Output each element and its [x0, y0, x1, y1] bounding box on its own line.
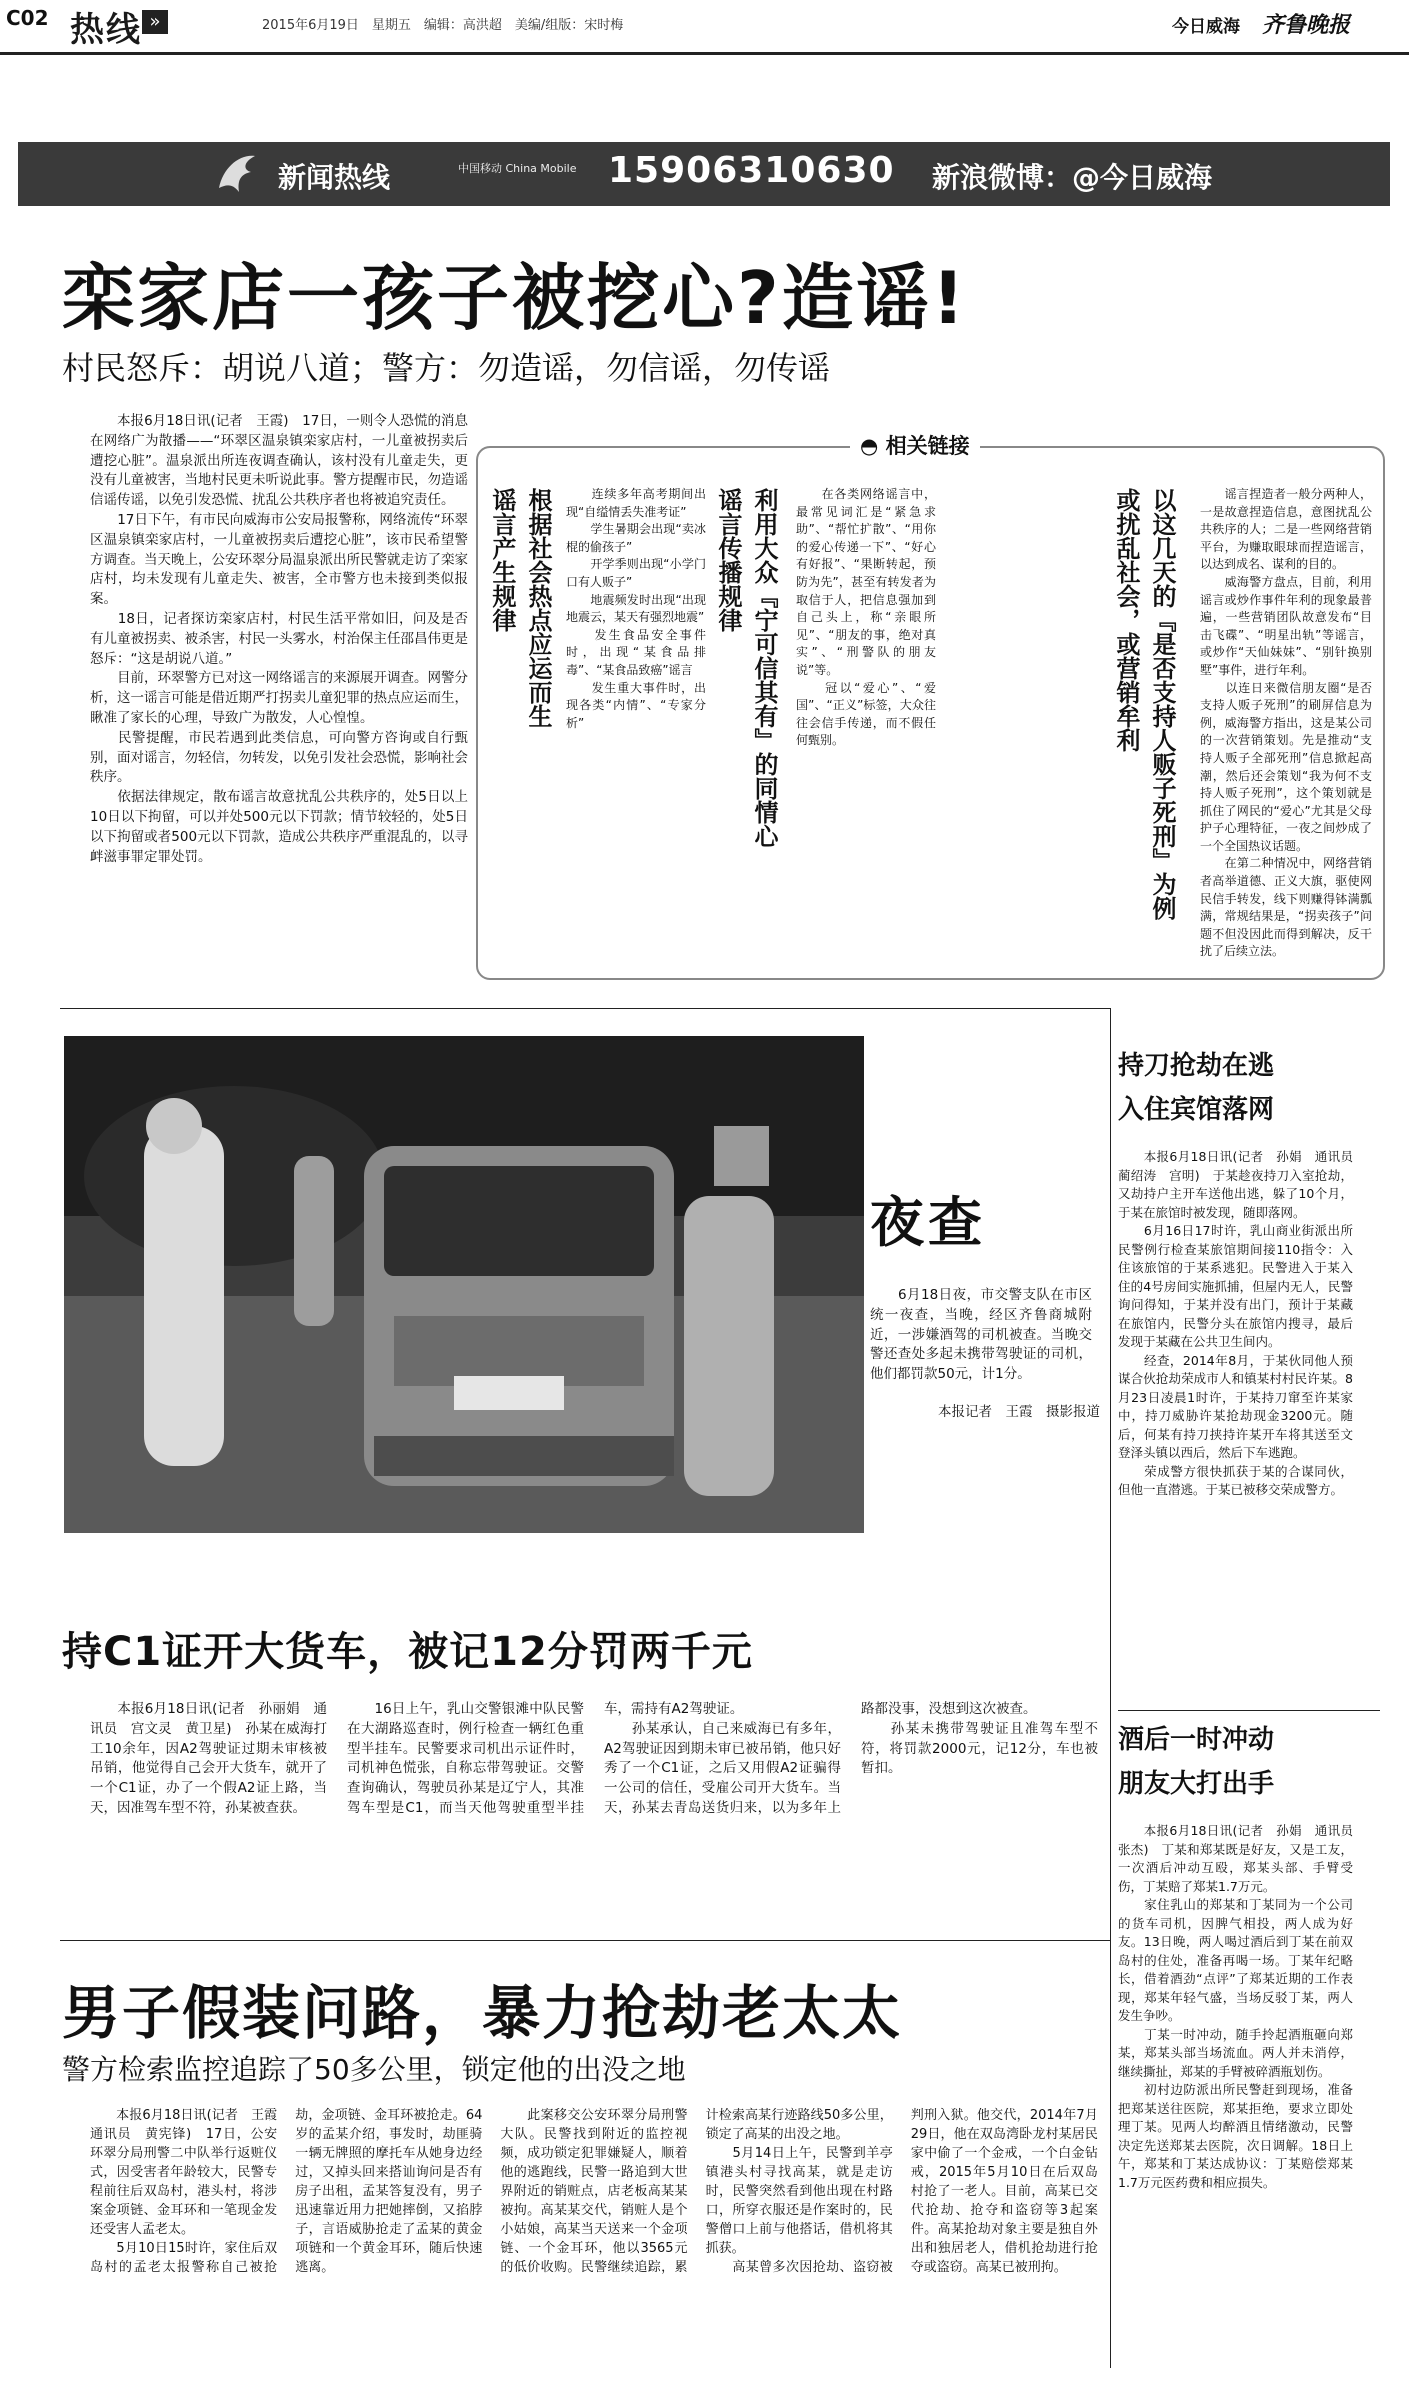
- story1-headline: 栾家店一孩子被挖心?造谣!: [62, 256, 968, 340]
- masthead-rule: [0, 52, 1409, 55]
- side-divider: [1118, 1710, 1380, 1711]
- related-title3b: 谣言产生规律: [488, 488, 516, 632]
- page-number: C02: [6, 6, 49, 30]
- story1-body: 本报6月18日讯(记者 王霞) 17日，一则令人恐慌的消息在网络广为散播——“环翠区温泉镇栾家店村，一儿童被拐卖后遭挖心脏”。温泉派出所连夜调查确认，该村没有儿童走失，更没有儿童被害，当地村民更未听说此事。警方提醒市民，勿造谣信谣传谣，以免引发恐慌、扰乱公共秩序者也将被追究责任。 17日下午，有市民向威海市公安局报警称，网络流传“环翠区温泉镇栾家店村，一儿童被拐卖后遭挖心脏”，该市民希望警方调查。当天晚上，公安环翠分局温泉派出所民警就走访了栾家店村，均未发现有儿童走失、被害，全市警方也未接到类似报案。 18日，记者探访栾家店村，村民生活平常如旧，问及是否有儿童被拐卖、被杀害，村民一头雾水，村治保主任邵昌伟更是怒斥：“这是胡说八道。” 目前，环翠警方已对这一网络谣言的来源展开调查。网警分析，这一谣言可能是借近期严打拐卖儿童犯罪的热点应运而生，瞅准了家长的心理，导致广为散发，人心惶惶。 民警提醒，市民若遇到此类信息，可向警方咨询或自行甄别，面对谣言，勿轻信，勿转发，以免引发社会恐慌，影响社会秩序。 依据法律规定，散布谣言故意扰乱公共秩序的，处5日以上10日以下拘留，可以并处500元以下罚款；情节较轻的，处5日以下拘留或者500元以下罚款，造成公共秩序严重混乱的，以寻衅滋事罪定罪处罚。: [90, 413, 468, 865]
- photo-credit: 本报记者 王霞 摄影报道: [938, 1404, 1100, 1420]
- related-title2b: 谣言传播规律: [714, 488, 742, 632]
- related-title1b: 或扰乱社会，或营销牟利: [1112, 488, 1140, 752]
- related-title3: 根据社会热点应运而生: [524, 488, 552, 728]
- side2-headline: 酒后一时冲动 朋友大打出手: [1118, 1725, 1275, 1799]
- hotline-phone: 15906310630: [608, 150, 895, 191]
- story3-subhead: 警方检索监控追踪了50多公里，锁定他的出没之地: [62, 2053, 686, 2086]
- photo-caption: 6月18日夜，市交警支队在市区统一夜查，当晚，经区齐鲁商城附近，一涉嫌酒驾的司机被查。当晚交警还查处多起未携带驾驶证的司机，他们都罚款50元，计1分。: [870, 1287, 1092, 1383]
- related-link-icon: ◓: [860, 434, 879, 458]
- related-title1: 以这几天的『是否支持人贩子死刑』为例: [1148, 488, 1176, 920]
- date-line: 2015年6月19日 星期五 编辑：高洪超 美编/组版：宋时梅: [262, 18, 624, 33]
- side-column-rule: [1110, 1008, 1111, 2368]
- related-col3: 连续多年高考期间出现“自缢情丢失准考证” 学生暑期会出现“卖冰棍的偷孩子” 开学季则出现“小学门口有人贩子” 地震频发时出现“出现地震云，某天有强烈地震” 发生食品安全事件时，出现“某食品排毒”、“某食品致癌”谣言 发生重大事件时，出现各类“内情”、“专家分析”: [566, 487, 706, 730]
- weibo-handle: 新浪微博：@今日威海: [932, 161, 1213, 194]
- night-check-photo: [64, 1036, 864, 1533]
- side1-body: 本报6月18日讯(记者 孙娟 通讯员 蔺绍涛 宫明) 于某趁夜持刀入室抢劫，又劫持户主开车送他出逃，躲了10个月，于某在旅馆时被发现，随即落网。 6月16日17时许，乳山商业街派出所民警例行检查某旅馆期间接110指令：入住该旅馆的于某系逃犯。民警进入于某入住的4号房间实施抓捕，但屋内无人，民警询问得知，于某并没有出门，预计于某藏在旅馆内，民警分头在旅馆内搜寻，最后发现于某藏在公共卫生间内。 经查，2014年8月，于某伙同他人预谋合伙抢劫荣成市人和镇某村村民许某。8月23日凌晨1时许，于某持刀窜至许某家中，持刀威胁许某抢劫现金3200元。随后，何某有持刀挟持许某开车将其送至文登泽头镇以西后，然后下车逃跑。 荣成警方很快抓获于某的合谋同伙，但他一直潜逃。于某已被移交荣成警方。: [1118, 1149, 1353, 1497]
- story2-headline: 持C1证开大货车，被记12分罚两千元: [62, 1629, 753, 1675]
- story3-headline: 男子假装问路，暴力抢劫老太太: [62, 1979, 903, 2047]
- side2-body: 本报6月18日讯(记者 孙娟 通讯员 张杰) 丁某和郑某既是好友，又是工友，一次酒后冲动互殴，郑某头部、手臂受伤，丁某赔了郑某1.7万元。 家住乳山的郑某和丁某同为一个公司的货车司机，因脾气相投，两人成为好友。13日晚，两人喝过酒后到丁某在前双岛村的住处，准备再喝一场。丁某年纪略长，借着酒劲“点评”了郑某近期的工作表现，郑某年轻气盛，当场反驳丁某，两人发生争吵。 丁某一时冲动，随手拎起酒瓶砸向郑某，郑某头部当场流血。两人并未消停，继续撕扯，郑某的手臂被碎酒瓶划伤。 初村边防派出所民警赶到现场，准备把郑某送往医院，郑某拒绝，要求立即处理丁某。见两人均醉酒且情绪激动，民警决定先送郑某去医院，次日调解。18日上午，郑某和丁某达成协议：丁某赔偿郑某1.7万元医药费和相应损失。: [1118, 1823, 1353, 2190]
- section-title: 热线: [70, 10, 142, 50]
- newspaper-logo: 齐鲁晚报: [1262, 12, 1351, 38]
- related-label: [850, 430, 980, 460]
- related-col2: 在各类网络谣言中，最常见词汇是“紧急求助”、“帮忙扩散”、“用你的爱心传递一下”、“好心有好报”、“果断转起，预防为先”，甚至有转发者为取信于人，把信息强加到自己头上，称“亲眼所见”、“朋友的事，绝对真实”、“刑警队的朋友说”等。 冠以“爱心”、“爱国”、“正义”标签，大众往往会信手传递，而不假任何甄别。: [796, 487, 936, 748]
- story3-body: 本报6月18日讯(记者 王霞 通讯员 黄宪锋) 17日，公安环翠分局刑警二中队举行返赃仪式，因受害者年龄较大，民警专程前往后双岛村，港头村，将涉案金项链、金耳环和一笔现金发还受害人孟老太。 5月10日15时许，家住后双岛村的孟老太报警称自己被抢劫，金项链、金耳环被抢走。64岁的孟某介绍，事发时，劫匪骑一辆无牌照的摩托车从她身边经过，又掉头回来搭讪询问是否有房子出租，孟某答复没有，男子迅速靠近用力把她摔倒，又掐脖子，言语威胁抢走了孟某的黄金项链和一个黄金耳环，随后快速逃离。 此案移交公安环翠分局刑警大队。民警找到附近的监控视频，成功锁定犯罪嫌疑人，顺着他的逃跑线，民警一路追到大世界附近的销赃点，店老板高某某被拘。高某某交代，销赃人是个小姑娘，高某当天送来一个金项链、一个金耳环，他以3565元的低价收购。民警继续追踪，累计检索高某行迹路线50多公里，锁定了高某的出没之地。 5月14日上午，民警到羊亭镇港头村寻找高某，就是走访时，民警突然看到他出现在村路口，所穿衣服还是作案时的，民警僧口上前与他搭话，借机将其抓获。 高某曾多次因抢劫、盗窃被判刑入狱。他交代，2014年7月29日，他在双岛湾卧龙村某居民家中偷了一个金戒，一个白金钻戒，2015年5月10日在后双岛村抢了一老人。目前，高某已交代抢劫、抢夺和盗窃等3起案件。高某抢劫对象主要是独自外出和独居老人，借机抢劫进行抢夺或盗窃。高某已被刑拘。: [90, 2108, 1098, 2275]
- related-title2: 利用大众『宁可信其有』的同情心: [750, 488, 778, 848]
- section-rule-2: [60, 1940, 1110, 1941]
- related-label-text: 相关链接: [885, 434, 970, 458]
- photo-title: 夜查: [870, 1191, 986, 1254]
- story2-body: 本报6月18日讯(记者 孙丽娟 通讯员 宫文灵 黄卫星) 孙某在威海打工10余年，因A2驾驶证过期未审核被吊销，他觉得自己会开大货车，就开了一个C1证，办了一个假A2证上路，当天，因准驾车型不符，孙某被查获。 16日上午，乳山交警银滩中队民警在大湖路巡查时，例行检查一辆红色重型半挂车。民警要求司机出示证件时，司机神色慌张，自称忘带驾驶证。交警查询确认，驾驶员孙某是辽宁人，其准驾车型是C1，而当天他驾驶重型半挂车，需持有A2驾驶证。 孙某承认，自己来威海已有多年，A2驾驶证因到期未审已被吊销，他只好秀了一个C1证，之后又用假A2证骗得一公司的信任，受雇公司开大货车。当天，孙某去青岛送货归来，以为多年上路都没事，没想到这次被查。 孙某未携带驾驶证且准驾车型不符，将罚款2000元，记12分，车也被暂扣。: [90, 1701, 1098, 1816]
- section-rule-1: [60, 1008, 1110, 1009]
- edition-name: 今日威海: [1172, 17, 1240, 37]
- hotline-title: 新闻热线: [278, 161, 391, 194]
- story1-subhead: 村民怒斥：胡说八道；警方：勿造谣，勿信谣，勿传谣: [62, 349, 831, 387]
- side1-headline: 持刀抢劫在逃 入住宾馆落网: [1118, 1051, 1275, 1125]
- phoenix-logo-icon: [213, 148, 261, 200]
- section-arrow-icon: »: [142, 10, 168, 34]
- related-col1: 谣言捏造者一般分两种人，一是故意捏造信息，意图扰乱公共秩序的人；二是一些网络营销平台，为赚取眼球而捏造谣言，以达到成名、谋利的目的。 威海警方盘点，目前，利用谣言或炒作事件年利的现象最普遍，一些营销团队故意发布“目击飞碟”、“明星出轨”等谣言，或炒作“天仙妹妹”、“别针换别墅”事件，进行年利。 以连日来微信朋友圈“是否支持人贩子死刑”的刷屏信息为例，威海警方指出，这是某公司的一次营销策划。先是推动“支持人贩子全部死刑”信息掀起高潮，然后还会策划“我为何不支持人贩子死刑”，这个策划就是抓住了网民的“爱心”尤其是父母护子心理特征，一夜之间炒成了一个全国热议话题。 在第二种情况中，网络营销者高举道德、正义大旗，驱使网民信手转发，线下则赚得钵满瓢满，常规结果是，“拐卖孩子”问题不但没因此而得到解决，反干扰了后续立法。: [1200, 487, 1372, 959]
- hotline-banner: [18, 142, 1390, 206]
- related-box: [476, 434, 1385, 980]
- china-mobile-logo: 中国移动 China Mobile: [458, 162, 577, 175]
